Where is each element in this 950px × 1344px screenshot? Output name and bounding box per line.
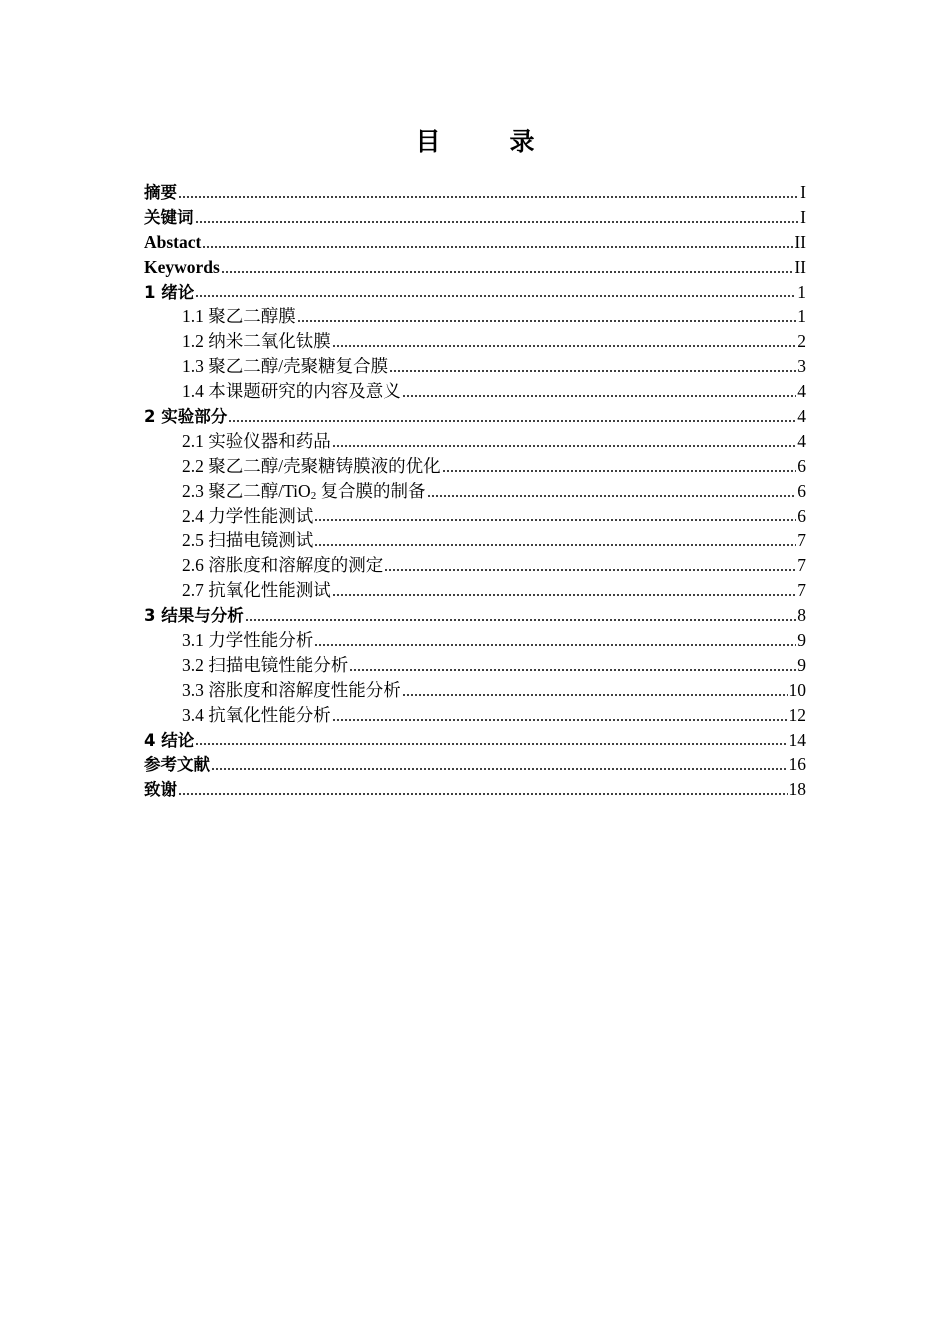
toc-entry-label [144,206,194,231]
toc-page-number: 7 [797,555,806,576]
toc-page-number: I [800,206,806,227]
toc-subentry[interactable] [144,454,806,479]
dot-leader [384,569,796,571]
toc-subentry[interactable] [144,703,806,728]
toc-subentry[interactable] [144,304,806,329]
toc-entry-text: Keywords [144,256,220,277]
toc-entry-text: 4 结论 [144,730,195,750]
toc-entry-text: 致谢 [144,780,177,800]
toc-page-number: 9 [797,630,806,651]
toc-entry[interactable] [144,777,806,802]
toc-page-number: 3 [797,356,806,377]
dot-leader [314,644,796,646]
toc-entry-label [144,604,244,629]
dot-leader [228,420,796,422]
toc-entry[interactable] [144,603,806,628]
toc-page-number: 7 [797,580,806,601]
toc-page-number: 4 [797,430,806,451]
toc-entry-label [182,528,313,553]
dot-leader [402,395,797,397]
toc-entry-label [144,729,194,754]
toc-entry[interactable] [144,255,806,280]
toc-entry-text: 1 绪论 [144,282,195,302]
page-title: 目 录 [415,127,557,156]
toc-subentry[interactable] [144,528,806,553]
toc-page-number: 7 [797,530,806,551]
toc-entry-text: 1.2 纳米二氧化钛膜 [182,331,331,352]
toc-subentry[interactable] [144,553,806,578]
toc-entry-text: 3 结果与分析 [144,606,244,626]
toc-entry-label [144,255,220,280]
toc-entry-text: 参考文献 [144,755,210,775]
toc-entry-label [144,405,227,430]
toc-entry-text: 关键词 [144,207,194,227]
toc-subentry[interactable] [144,578,806,603]
toc-entry-label [144,281,194,306]
toc-entry-label [182,329,331,354]
toc-page-number: 4 [797,381,806,402]
toc-entry-text: 2.6 溶胀度和溶解度的测定 [182,555,384,576]
toc-entry-label [182,553,383,578]
dot-leader [221,271,794,273]
toc-entry-label [182,504,313,529]
toc-entry-text: 2 实验部分 [144,407,228,427]
dot-leader [297,320,797,322]
toc-entry-label [182,578,331,603]
toc-entry-label [182,304,296,329]
dot-leader [178,793,788,795]
dot-leader [332,345,797,347]
toc-entry-label [182,653,348,678]
toc-page-number: 1 [797,281,806,302]
toc-page-number: 6 [797,455,806,476]
toc-entry-label [182,429,331,454]
toc-entry[interactable] [144,280,806,305]
toc-subentry[interactable] [144,504,806,529]
toc-entry-label [182,628,313,653]
toc-entry[interactable] [144,404,806,429]
toc-subentry[interactable] [144,429,806,454]
toc-entry-text: 2.4 力学性能测试 [182,505,314,526]
toc-entry-text: 3.1 力学性能分析 [182,630,314,651]
toc-page-number: I [800,182,806,202]
dot-leader [314,544,796,546]
dot-leader [389,370,796,372]
toc-subentry[interactable] [144,354,806,379]
dot-leader [427,495,797,497]
toc-entry-label [144,778,177,803]
toc-subentry[interactable] [144,479,806,504]
dot-leader [178,196,799,198]
dot-leader [442,470,797,472]
dot-leader [402,694,788,696]
toc-page-number: 10 [788,679,806,700]
toc-page-number: 8 [797,605,806,626]
toc-entry-label [182,678,401,703]
toc-entry-label [182,379,401,404]
toc-page-number: 14 [788,729,806,750]
toc-page-number: 4 [797,406,806,427]
toc-entry-text: 2.3 聚乙二醇/TiO [182,480,311,501]
dot-leader [211,768,788,770]
toc-entry-text: 2.1 实验仪器和药品 [182,430,331,451]
toc-subentry[interactable] [144,379,806,404]
dot-leader [314,519,796,521]
toc-page-number: 12 [788,704,806,725]
toc-entry-text: 2.7 抗氧化性能测试 [182,580,331,601]
toc-page-number: 9 [797,654,806,675]
dot-leader [195,743,787,745]
dot-leader [349,669,796,671]
toc-entry-text: 3.4 抗氧化性能分析 [182,704,331,725]
toc-entry-text: 3.2 扫描电镜性能分析 [182,654,349,675]
toc-page-number: 18 [788,779,806,800]
toc-entry-subscript: 2 [310,489,317,502]
toc-entry-text: 2.5 扫描电镜测试 [182,530,314,551]
dot-leader [195,221,800,223]
toc-page-number: 6 [797,480,806,501]
toc-entry[interactable] [144,230,806,255]
toc-entry-label [182,703,331,728]
toc-entry-label [144,230,201,255]
toc-subentry[interactable] [144,653,806,678]
toc-page-number: 1 [797,306,806,327]
toc-entry-label [144,181,177,206]
toc-subentry[interactable] [144,628,806,653]
toc-page-number: 2 [797,331,806,352]
toc-page-number: 16 [788,754,806,775]
toc-entry[interactable] [144,728,806,753]
toc-entry-text: 1.1 聚乙二醇膜 [182,306,296,327]
toc-subentry[interactable] [144,329,806,354]
toc-entry-label [144,753,210,778]
toc-entry[interactable] [144,205,806,230]
toc-entry-text-after: 复合膜的制备 [316,480,426,501]
toc-page-number: II [794,256,806,277]
toc-entry-label [182,454,441,479]
toc-entry[interactable] [144,752,806,777]
toc-subentry[interactable] [144,678,806,703]
dot-leader [202,246,793,248]
table-of-contents [144,180,806,802]
dot-leader [195,295,796,297]
toc-entry-text: 1.3 聚乙二醇/壳聚糖复合膜 [182,356,389,377]
toc-entry-text: 摘要 [144,183,177,202]
toc-entry-text: 1.4 本课题研究的内容及意义 [182,381,401,402]
dot-leader [332,445,797,447]
toc-entry[interactable] [144,180,806,205]
toc-entry-text: 2.2 聚乙二醇/壳聚糖铸膜液的优化 [182,455,441,476]
toc-entry-label [182,354,388,379]
dot-leader [245,619,797,621]
dot-leader [332,594,797,596]
toc-entry-text: Abstact [144,231,202,252]
dot-leader [332,719,788,721]
toc-entry-text: 3.3 溶胀度和溶解度性能分析 [182,679,401,700]
toc-page-number: II [794,231,806,252]
toc-page-number: 6 [797,505,806,526]
